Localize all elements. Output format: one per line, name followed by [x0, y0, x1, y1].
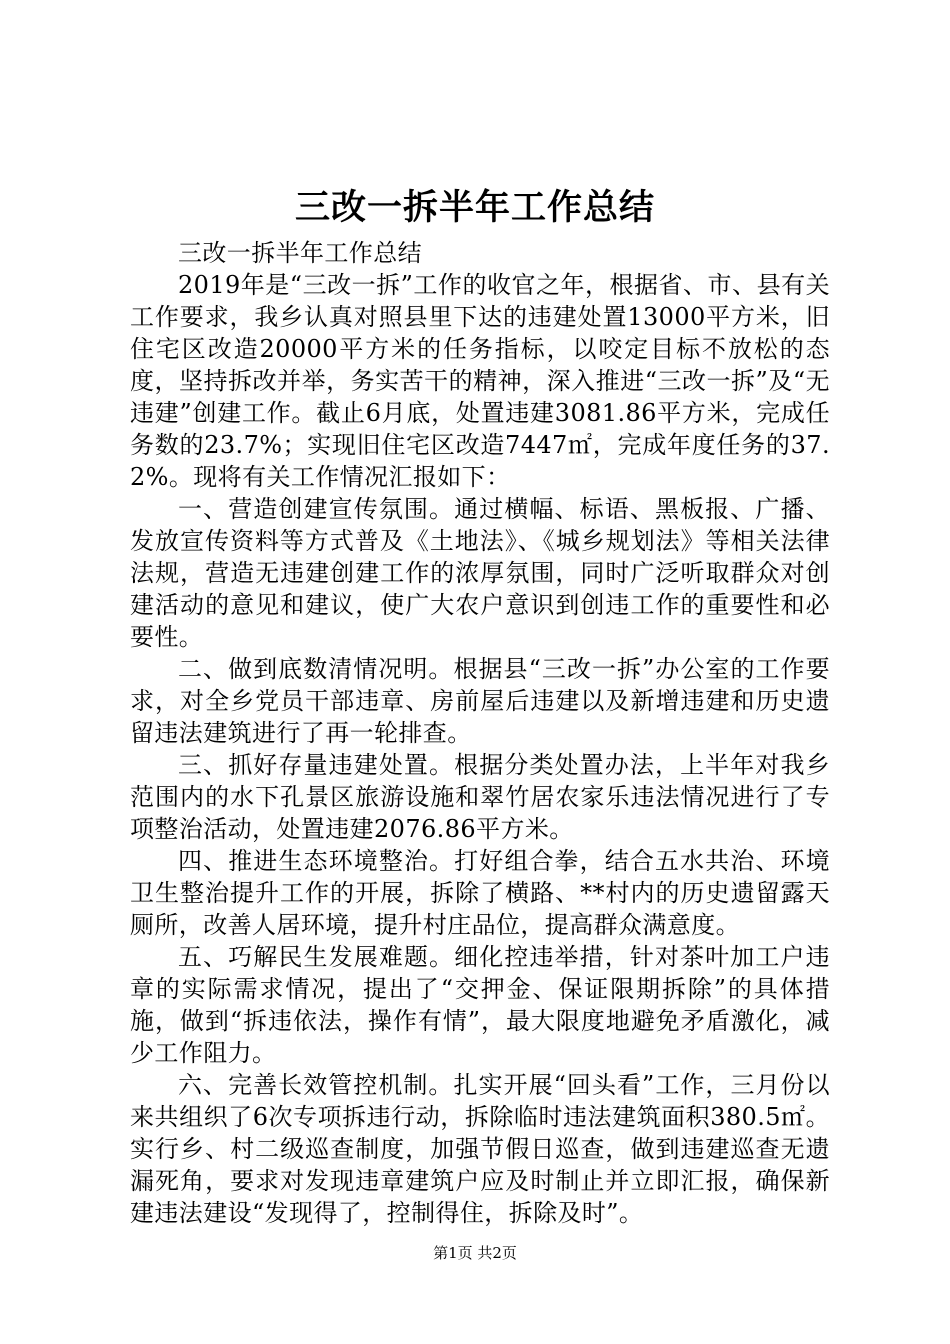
- paragraph-section-6: 六、完善长效管控机制。扎实开展“回头看”工作，三月份以来共组织了6次专项拆违行动，拆除临时违法建筑面积380.5㎡。实行乡、村二级巡查制度，加强节假日巡查，做到违建巡查无遗漏死角，要求对发现违章建筑户应及时制止并立即汇报，确保新建违法建设“发现得了，控制得住，拆除及时”。: [130, 1071, 830, 1227]
- paragraph-subtitle: 三改一拆半年工作总结: [178, 239, 422, 267]
- document-title: 三改一拆半年工作总结: [294, 187, 655, 228]
- paragraph-section-3: 三、抓好存量违建处置。根据分类处置办法，上半年对我乡范围内的水下孔景区旅游设施和翠竹居农家乐违法情况进行了专项整治活动，处置违建2076.86平方米。: [130, 751, 830, 843]
- document-body: [130, 237, 830, 1229]
- paragraph-section-2: 二、做到底数清情况明。根据县“三改一拆”办公室的工作要求，对全乡党员干部违章、房前屋后违建以及新增违建和历史遗留违法建筑进行了再一轮排查。: [130, 655, 830, 747]
- paragraph-intro: 2019年是“三改一拆”工作的收官之年，根据省、市、县有关工作要求，我乡认真对照县里下达的违建处置13000平方米，旧住宅区改造20000平方米的任务指标，以咬定目标不放松的态度，坚持拆改并举，务实苦干的精神，深入推进“三改一拆”及“无违建”创建工作。截止6月底，处置违建3081.86平方米，完成任务数的23.7%；实现旧住宅区改造7447㎡，完成年度任务的37.2%。现将有关工作情况汇报如下：: [130, 271, 830, 491]
- page-footer: 第1页 共2页: [433, 1244, 517, 1262]
- paragraph-section-1: 一、营造创建宣传氛围。通过横幅、标语、黑板报、广播、发放宣传资料等方式普及《土地法》、《城乡规划法》等相关法律法规，营造无违建创建工作的浓厚氛围，同时广泛听取群众对创建活动的意见和建议，使广大农户意识到创违工作的重要性和必要性。: [130, 495, 830, 651]
- paragraph-section-4: 四、推进生态环境整治。打好组合拳，结合五水共治、环境卫生整治提升工作的开展，拆除了横路、**村内的历史遗留露天厕所，改善人居环境，提升村庄品位，提高群众满意度。: [130, 847, 830, 939]
- paragraph-section-5: 五、巧解民生发展难题。细化控违举措，针对茶叶加工户违章的实际需求情况，提出了“交押金、保证限期拆除”的具体措施，做到“拆违依法，操作有情”，最大限度地避免矛盾激化，减少工作阻力。: [130, 943, 830, 1067]
